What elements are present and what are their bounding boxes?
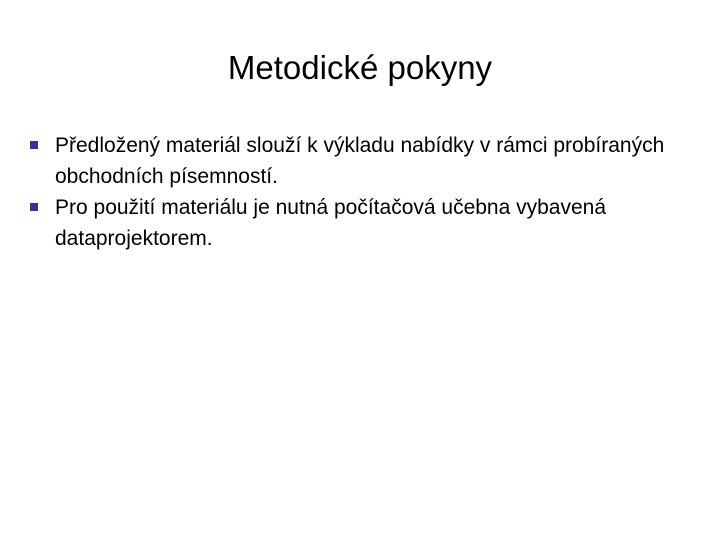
bullet-text: Předložený materiál slouží k výkladu nabídky v rámci probíraných obchodních písemností. (55, 134, 665, 188)
slide-title: Metodické pokyny (227, 49, 493, 86)
square-bullet-icon (30, 203, 38, 211)
bullet-item (30, 192, 700, 254)
square-bullet-icon (30, 141, 38, 149)
bullet-item (30, 130, 700, 192)
bullet-list (30, 130, 700, 254)
bullet-text: Pro použití materiálu je nutná počítačová učebna vybavená dataprojektorem. (55, 196, 607, 250)
